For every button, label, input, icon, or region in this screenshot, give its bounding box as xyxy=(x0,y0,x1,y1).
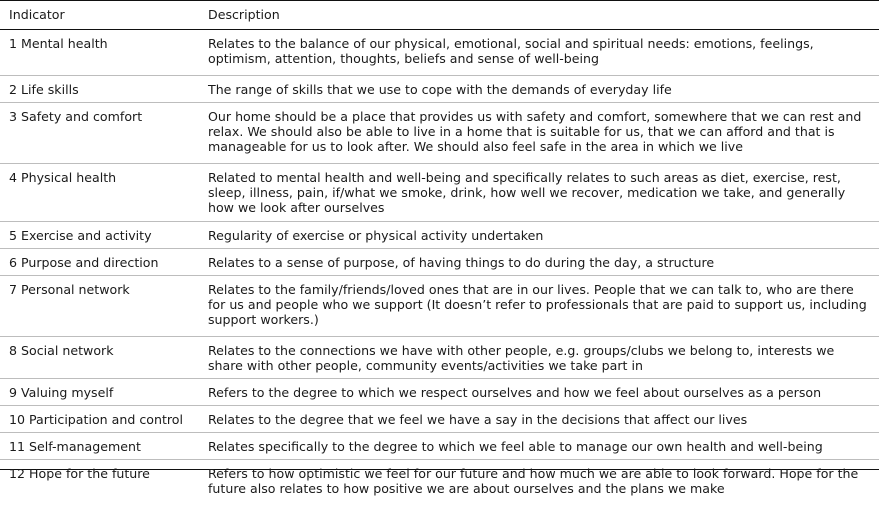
description-cell: Refers to the degree to which we respect ourselves and how we feel about ourselves as a person xyxy=(208,379,879,406)
description-cell: Related to mental health and well-being and specifically relates to such areas as diet, exercise, rest, sleep, illness, pain, if/what we smoke, drink, how well we recover, medication we take, and generally how we look after ourselves xyxy=(208,164,879,222)
indicator-cell: 3 Safety and comfort xyxy=(0,103,208,164)
description-cell: Relates to a sense of purpose, of having things to do during the day, a structure xyxy=(208,249,879,276)
description-cell: Relates specifically to the degree to which we feel able to manage our own health and well-being xyxy=(208,433,879,460)
description-cell: Relates to the balance of our physical, emotional, social and spiritual needs: emotions, feelings, optimism, attention, thoughts, beliefs and sense of well-being xyxy=(208,30,879,76)
indicator-cell: 1 Mental health xyxy=(0,30,208,76)
table-row xyxy=(0,337,879,379)
table-row xyxy=(0,103,879,164)
indicator-cell: 4 Physical health xyxy=(0,164,208,222)
description-cell: Regularity of exercise or physical activity undertaken xyxy=(208,222,879,249)
description-cell: Relates to the family/friends/loved ones that are in our lives. People that we can talk to, who are there for us and people who we support (It doesn’t refer to professionals that are paid to support us, including support workers.) xyxy=(208,276,879,337)
header-row xyxy=(0,1,879,30)
header-indicator: Indicator xyxy=(0,1,208,30)
description-cell: The range of skills that we use to cope with the demands of everyday life xyxy=(208,76,879,103)
description-cell: Refers to how optimistic we feel for our future and how much we are able to look forward. Hope for the future also relates to how positive we are about ourselves and the plans we make xyxy=(208,460,879,509)
indicator-cell: 11 Self-management xyxy=(0,433,208,460)
table-body xyxy=(0,30,879,509)
indicator-table xyxy=(0,1,879,509)
table-row xyxy=(0,406,879,433)
indicator-cell: 2 Life skills xyxy=(0,76,208,103)
indicator-cell: 9 Valuing myself xyxy=(0,379,208,406)
indicator-cell: 5 Exercise and activity xyxy=(0,222,208,249)
table-row xyxy=(0,76,879,103)
table-row xyxy=(0,460,879,509)
table-row xyxy=(0,433,879,460)
description-cell: Our home should be a place that provides us with safety and comfort, somewhere that we can rest and relax. We should also be able to live in a home that is suitable for us, that we can afford and that is manageable for us to look after. We should also feel safe in the area in which we live xyxy=(208,103,879,164)
indicator-cell: 7 Personal network xyxy=(0,276,208,337)
description-cell: Relates to the degree that we feel we have a say in the decisions that affect our lives xyxy=(208,406,879,433)
table-row xyxy=(0,222,879,249)
indicator-cell: 10 Participation and control xyxy=(0,406,208,433)
indicator-cell: 6 Purpose and direction xyxy=(0,249,208,276)
table-row xyxy=(0,30,879,76)
header-description: Description xyxy=(208,1,879,30)
table-row xyxy=(0,164,879,222)
table-row xyxy=(0,276,879,337)
indicator-cell: 12 Hope for the future xyxy=(0,460,208,509)
table-row xyxy=(0,249,879,276)
table-row xyxy=(0,379,879,406)
description-cell: Relates to the connections we have with other people, e.g. groups/clubs we belong to, interests we share with other people, community events/activities we take part in xyxy=(208,337,879,379)
table-header xyxy=(0,1,879,30)
indicator-cell: 8 Social network xyxy=(0,337,208,379)
